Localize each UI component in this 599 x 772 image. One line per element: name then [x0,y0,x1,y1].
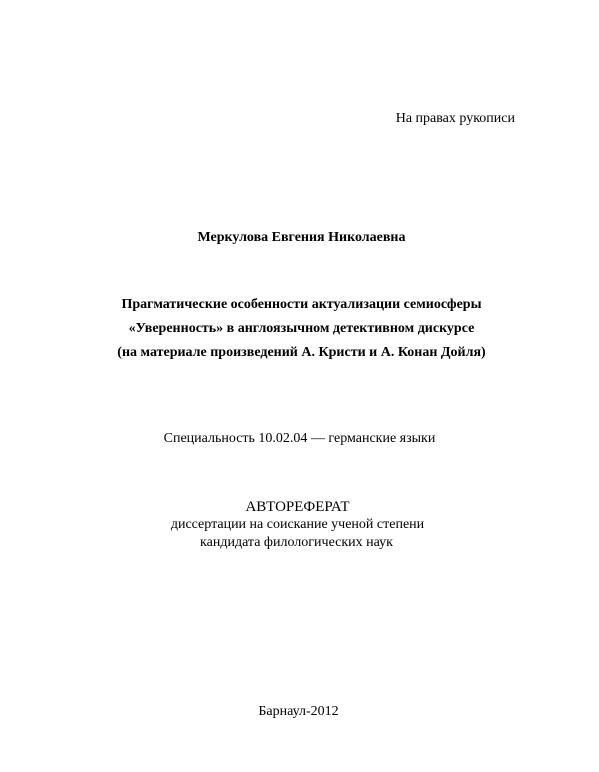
description-line-1: диссертации на соискание ученой степени [170,517,425,532]
title-line-2: «Уверенность» в англоязычном детективном дискурсе [128,321,475,336]
author-name: Меркулова Евгения Николаевна [197,230,406,245]
city-year: Барнаул-2012 [258,704,339,719]
document-type: АВТОРЕФЕРАТ [245,499,350,515]
title-line-3: (на материале произведений А. Кристи и А. Конан Дойля) [117,345,486,360]
description-line-2: кандидата филологических наук [200,535,393,550]
specialty-line: Специальность 10.02.04 — германские языки [163,431,436,446]
title-line-1: Прагматические особенности актуализации семиосферы [121,297,482,312]
rights-notice: На правах рукописи [395,111,515,126]
